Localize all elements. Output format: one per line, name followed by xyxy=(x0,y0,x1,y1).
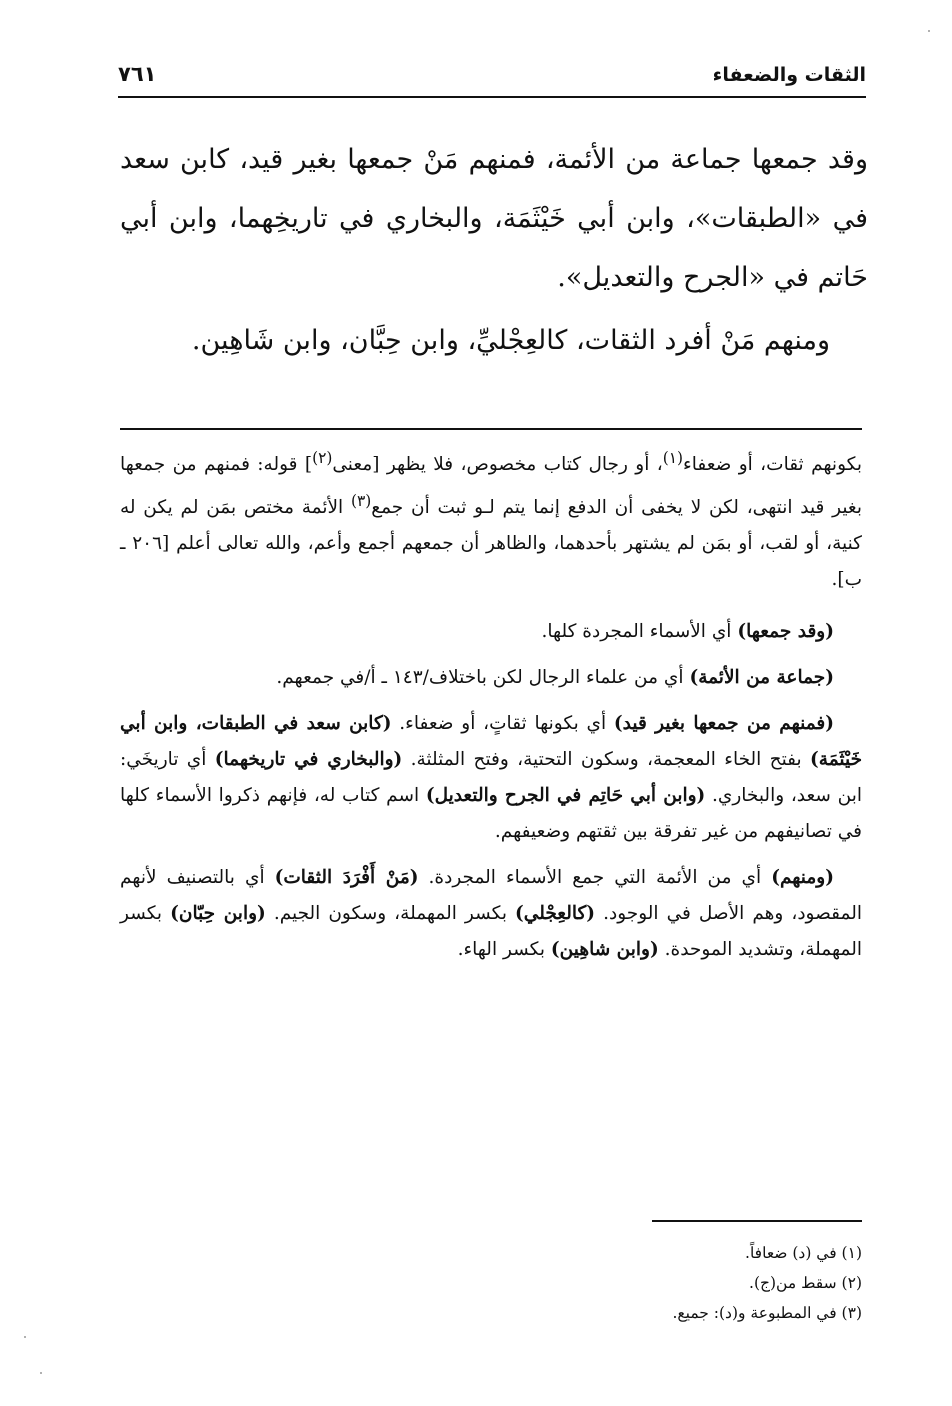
header-title: الثقات والضعفاء xyxy=(712,64,866,86)
commentary xyxy=(120,440,862,978)
scan-speck xyxy=(40,1372,42,1374)
footnotes xyxy=(420,1238,862,1328)
quoted-lemma: (وابن حِبّان) xyxy=(170,903,266,925)
footnote-marker: (٣) xyxy=(350,492,372,511)
footnote-divider xyxy=(652,1220,862,1222)
scan-speck xyxy=(24,1336,26,1338)
quoted-lemma: (مَنْ أَفْرَدَ الثقات) xyxy=(274,867,419,889)
footnote: (٣) في المطبوعة و(د): جميع. xyxy=(672,1304,862,1322)
main-text-divider xyxy=(120,428,862,430)
quoted-lemma: (وابن شاهِين) xyxy=(550,939,659,961)
footnote-marker: (٢) xyxy=(312,449,333,467)
scan-speck xyxy=(928,30,930,32)
quoted-lemma: (والبخاري في تاريخهما) xyxy=(214,749,403,771)
running-header xyxy=(118,56,866,98)
commentary-paragraph: (فمنهم من جمعها بغير قيد) أي بكونها ثقاتٍ، أو ضعفاء. (كابن سعد في الطبقات، وابن أبي خَيْثَمَة) بفتح الخاء المعجمة، وسكون التحتية، وفتح المثلثة. (والبخاري في تاريخهما) أي تاريخَي: ابن سعد، والبخاري. (وابن أبي حَاتِم في الجرح والتعديل) اسم كتاب له، فإنهم ذكروا الأسماء كلها في تصانيفهم من غير تفرقة بين ثقتهم وضعيفهم. xyxy=(120,713,862,843)
quoted-lemma: (وابن أبي حَاتِم في الجرح والتعديل) xyxy=(425,785,706,807)
commentary-paragraph: (جماعة من الأئمة) أي من علماء الرجال لكن باختلاف/١٤٣ ـ أ/في جمعهم. xyxy=(276,667,834,689)
commentary-paragraph: بكونهم ثقات، أو ضعفاء$^{(١)}$، أو رجال كتاب مخصوص، فلا يظهر [معنى$^{(٢)}$] قوله: فمنهم من جمعها بغير قيد انتهى، لكن لا يخفى أن الدفع إنما يتم لـو ثبت أن جمع$^{(٣)}$ الأئمة مختص بمَن لم يكن له كنية، أو لقب، أو بمَن لم يشتهر بأحدهما، والظاهر أن جمعهم أجمع وأعم، والله تعالى أعلم [٢٠٦ ـ ب]. xyxy=(120,449,862,591)
main-paragraph: ومنهم مَنْ أفرد الثقات، كالعِجْليِّ، وابن حِبَّان، وابن شَاهِين. xyxy=(191,325,830,356)
quoted-lemma: (فمنهم من جمعها بغير قيد) xyxy=(613,713,834,735)
quoted-lemma: (جماعة من الأئمة) xyxy=(689,667,834,689)
page-number: ٧٦١ xyxy=(118,62,157,86)
footnote: (١) في (د) ضعافاً. xyxy=(745,1244,862,1262)
quoted-lemma: (وقد جمعها) xyxy=(737,621,834,643)
footnote: (٢) سقط من(ج). xyxy=(749,1274,862,1292)
quoted-lemma: (ومنهم) xyxy=(771,867,834,889)
quoted-lemma: (كابن سعد في الطبقات، وابن أبي خَيْثَمَة) xyxy=(120,713,862,771)
commentary-paragraph: (ومنهم) أي من الأئمة التي جمع الأسماء المجردة. (مَنْ أَفْرَدَ الثقات) أي بالتصنيف لأنهم المقصود، وهم الأصل في الوجود. (كالعِجْلي) بكسر المهملة، وسكون الجيم. (وابن حِبّان) بكسر المهملة، وتشديد الموحدة. (وابن شاهِين) بكسر الهاء. xyxy=(120,867,862,961)
quoted-lemma: (كالعِجْلي) xyxy=(515,903,596,925)
main-paragraph: وقد جمعها جماعة من الأئمة، فمنهم مَنْ جمعها بغير قيد، كابن سعد في «الطبقات»، وابن أبي خَيْثَمَة، والبخاري في تاريخِهما، وابن أبي حَاتم في «الجرح والتعديل». xyxy=(120,144,868,293)
commentary-paragraph: (وقد جمعها) أي الأسماء المجردة كلها. xyxy=(541,621,834,643)
footnote-marker: (١) xyxy=(662,449,684,467)
main-text xyxy=(120,130,868,370)
